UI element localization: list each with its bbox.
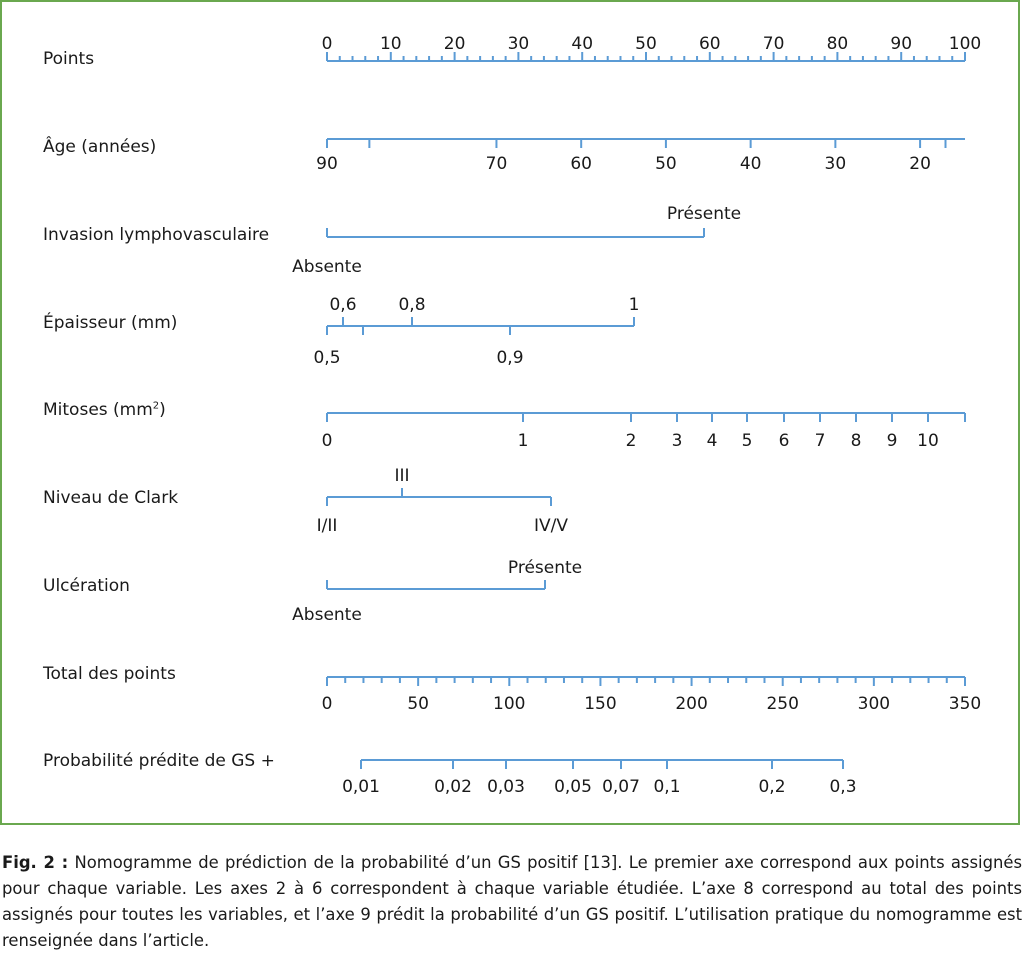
total-points-tick-label: 350 [948, 694, 982, 714]
ulceration-axis-label: Ulcération [43, 576, 130, 596]
ulceration-tick-label: Présente [507, 558, 583, 578]
mitoses-tick-label: 6 [778, 431, 790, 451]
points-tick-label: 30 [507, 34, 530, 54]
age-tick-label: 20 [909, 154, 931, 174]
probability-tick-label: 0,03 [487, 777, 525, 797]
age-tick-label: 60 [570, 154, 593, 174]
caption-prefix: Fig. 2 : [2, 853, 69, 872]
ulceration-tick-label: Absente [292, 605, 362, 625]
total-points-tick-label: 300 [857, 694, 891, 714]
age-axis-label: Âge (années) [43, 137, 157, 157]
mitoses-tick-label: 4 [706, 431, 718, 451]
thickness-tick-label: 1 [628, 295, 640, 315]
probability-tick-label: 0,01 [342, 777, 380, 797]
points-tick-label: 80 [826, 34, 849, 54]
probability-tick-label: 0,05 [554, 777, 592, 797]
thickness-axis-label: Épaisseur (mm) [43, 313, 178, 333]
total-points-tick-label: 200 [675, 694, 708, 714]
probability-tick-label: 0,07 [602, 777, 640, 797]
mitoses-tick-label: 1 [517, 431, 529, 451]
caption-text: Nomogramme de prédiction de la probabilité d’un GS positif [13]. Le premier axe correspond aux points assignés pour chaque variable. Les axes 2 à 6 correspondent à chaque variable étudiée. L’axe 8 correspond au total des points assignés pour toutes les variables, et l’axe 9 prédit la probabilité d’un GS positif. L’utilisation pratique du nomogramme est renseignée dans l’article. [2, 853, 1022, 950]
points-tick-label: 40 [571, 34, 594, 54]
clark-tick-label: IV/V [534, 516, 568, 536]
age-tick-label: 50 [655, 154, 677, 174]
mitoses-tick-label: 3 [671, 431, 683, 451]
points-axis-label: Points [43, 49, 95, 69]
total-points-tick-label: 0 [321, 694, 333, 714]
points-tick-label: 70 [762, 34, 785, 54]
lvi-axis-label: Invasion lymphovasculaire [43, 225, 270, 245]
mitoses-label-close: ) [159, 400, 166, 420]
probability-tick-label: 0,02 [434, 777, 472, 797]
points-tick-label: 100 [948, 34, 982, 54]
clark-tick-label: I/II [316, 516, 338, 536]
clark-tick-label: III [394, 466, 410, 486]
points-tick-label: 10 [379, 34, 402, 54]
mitoses-tick-label: 5 [741, 431, 753, 451]
thickness-tick-label: 0,9 [496, 348, 524, 368]
points-tick-label: 20 [443, 34, 466, 54]
points-tick-label: 90 [890, 34, 913, 54]
thickness-tick-label: 0,5 [313, 348, 341, 368]
mitoses-label-sup: 2 [152, 400, 160, 412]
mitoses-tick-label: 9 [886, 431, 898, 451]
age-tick-label: 90 [316, 154, 338, 174]
total-points-tick-label: 100 [493, 694, 526, 714]
total-points-tick-label: 150 [584, 694, 617, 714]
mitoses-tick-label: 2 [625, 431, 637, 451]
lvi-tick-label: Absente [292, 257, 362, 277]
total-points-axis-label: Total des points [43, 664, 176, 684]
age-tick-label: 30 [824, 154, 847, 174]
thickness-tick-label: 0,8 [398, 295, 426, 315]
figure-caption [2, 850, 1022, 954]
total-points-tick-label: 50 [407, 694, 429, 714]
points-tick-label: 0 [321, 34, 333, 54]
mitoses-tick-label: 7 [814, 431, 826, 451]
probability-tick-label: 0,3 [829, 777, 857, 797]
probability-tick-label: 0,1 [653, 777, 681, 797]
total-points-tick-label: 250 [766, 694, 799, 714]
thickness-tick-label: 0,6 [329, 295, 357, 315]
mitoses-label-text: Mitoses (mm [43, 400, 153, 420]
age-tick-label: 40 [739, 154, 762, 174]
probability-axis-label: Probabilité prédite de GS + [43, 751, 275, 771]
points-tick-label: 50 [635, 34, 657, 54]
probability-tick-label: 0,2 [758, 777, 786, 797]
clark-axis-label: Niveau de Clark [43, 488, 179, 508]
points-tick-label: 60 [698, 34, 721, 54]
mitoses-tick-label: 0 [321, 431, 333, 451]
age-tick-label: 70 [485, 154, 508, 174]
lvi-tick-label: Présente [666, 204, 742, 224]
mitoses-tick-label: 10 [917, 431, 939, 451]
mitoses-tick-label: 8 [850, 431, 862, 451]
